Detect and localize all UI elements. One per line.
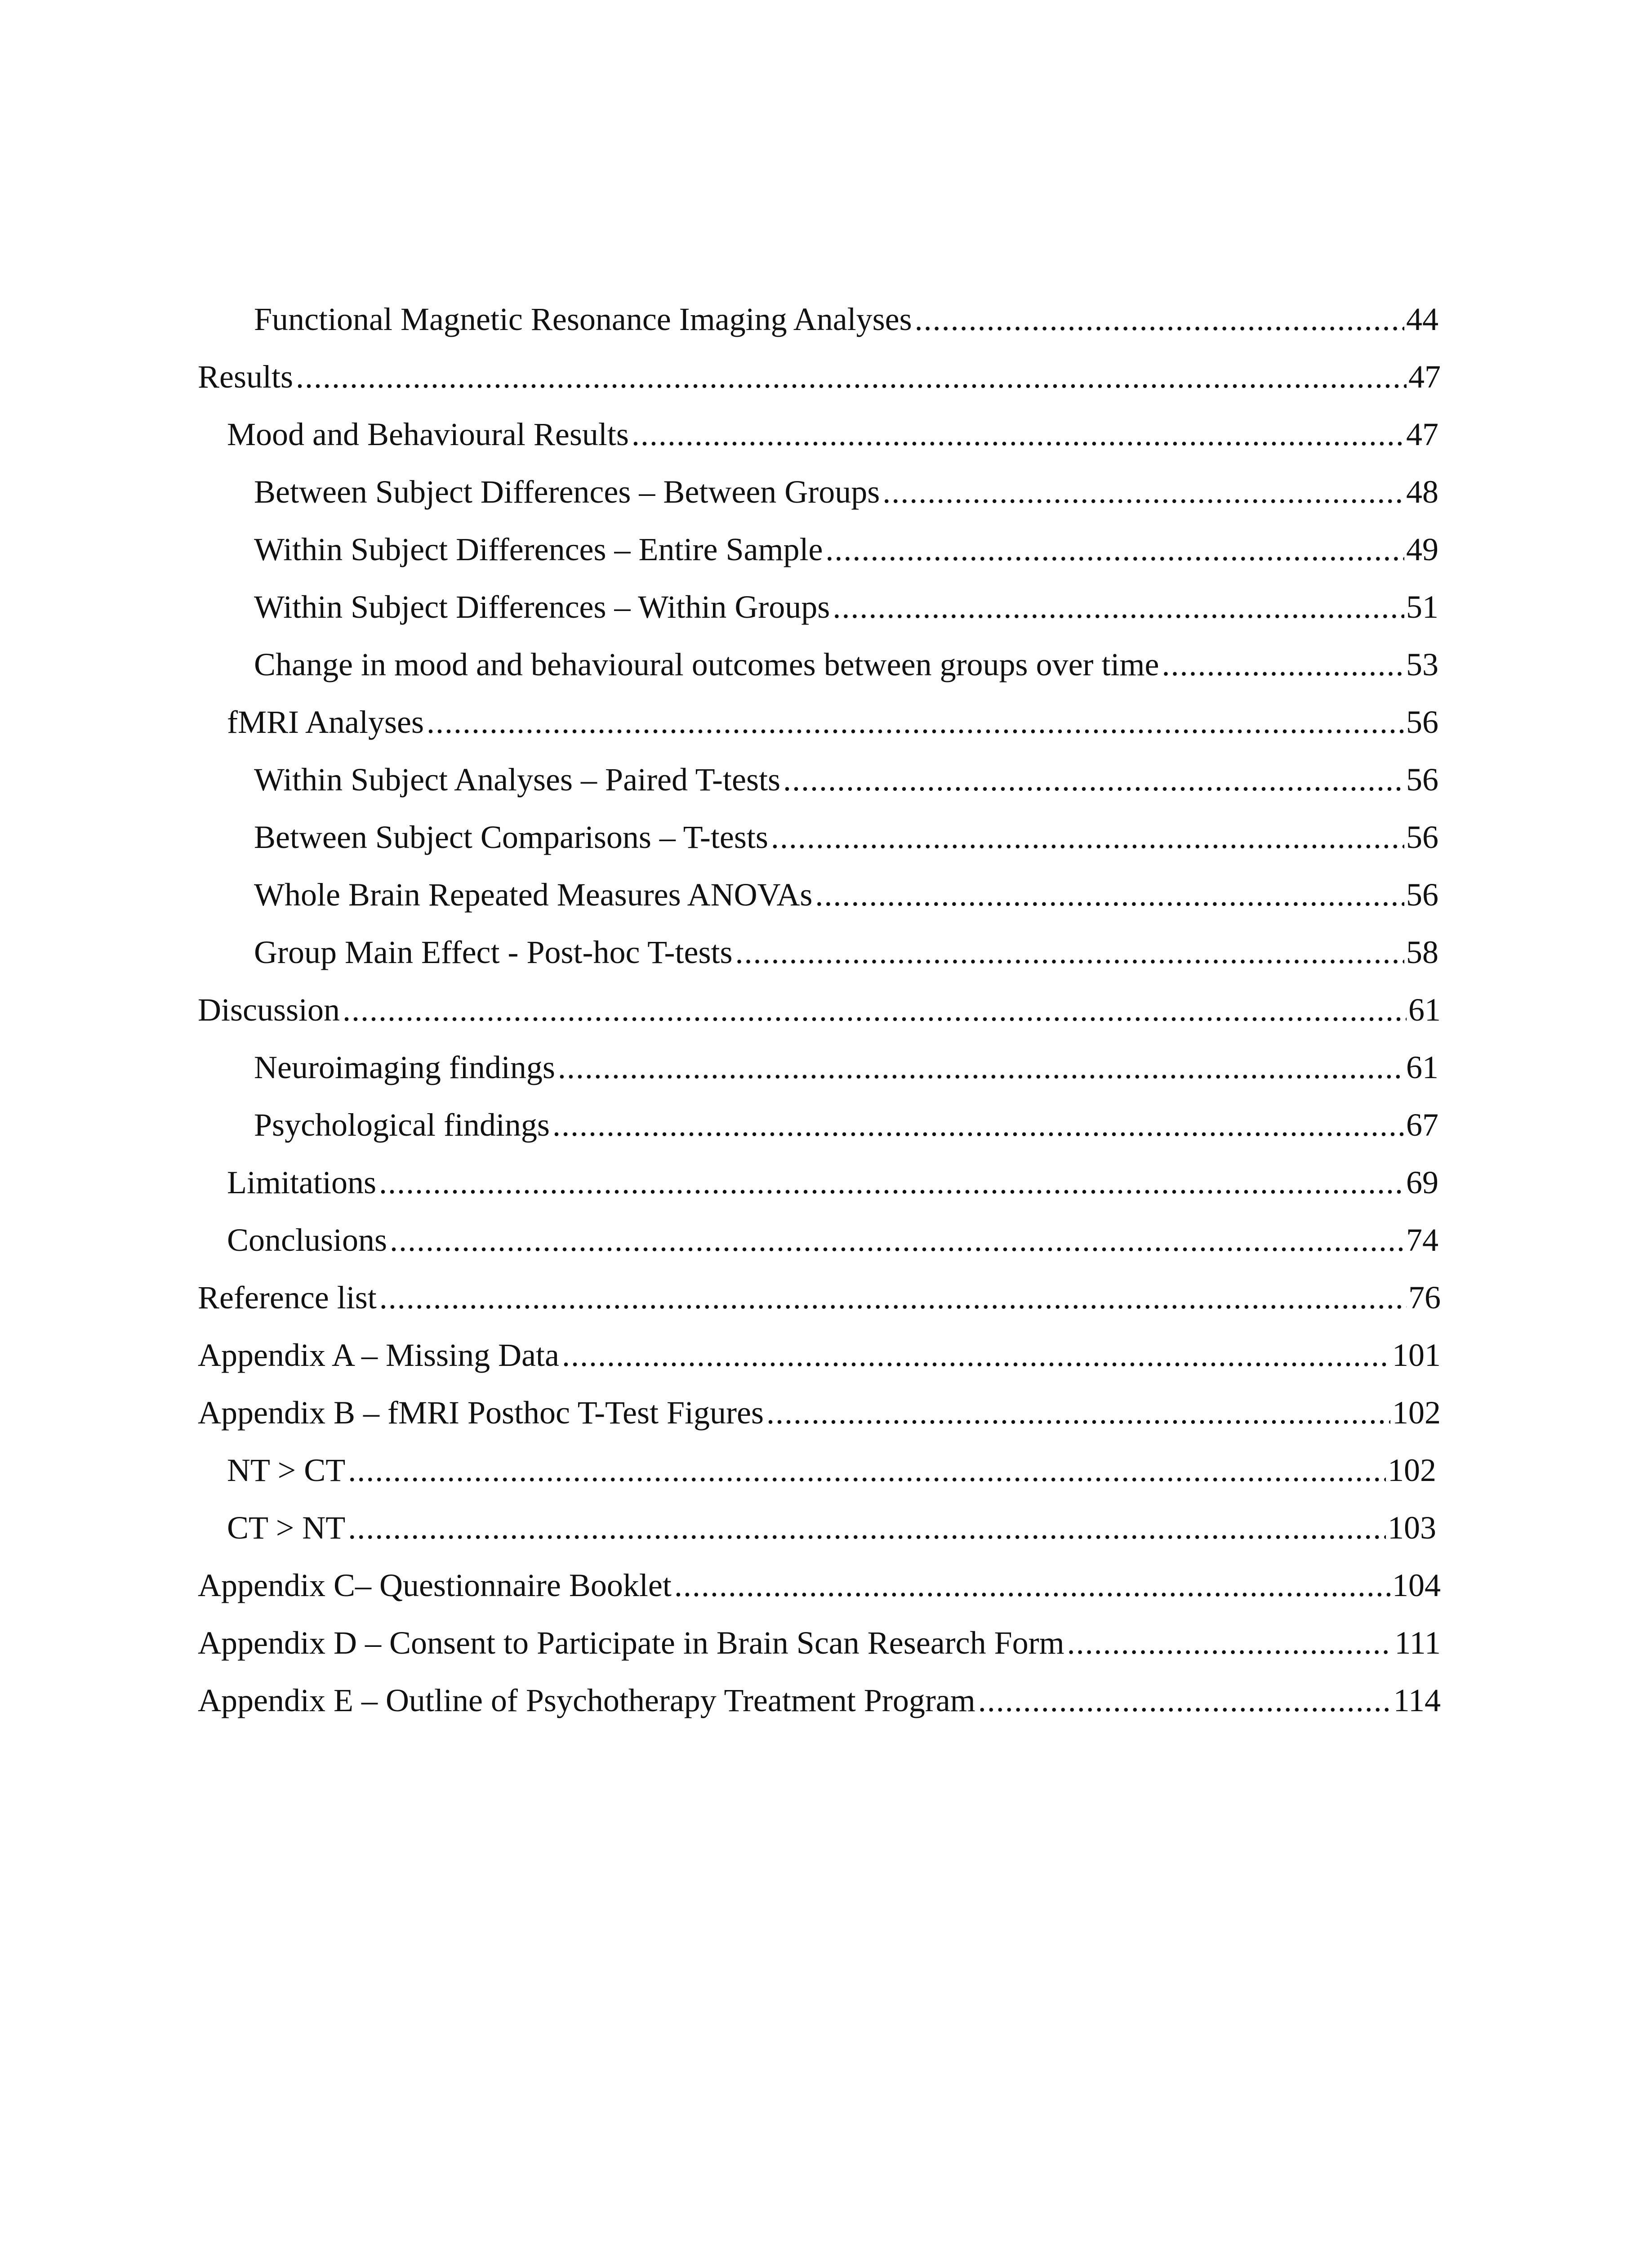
toc-entry-page: 56 [1406,819,1438,855]
toc-entry[interactable] [227,1218,1438,1262]
toc-leader-dots [379,1275,1407,1320]
toc-entry-title: Appendix C– Questionnaire Booklet [198,1567,672,1603]
toc-entry[interactable] [198,1678,1441,1723]
toc-leader-dots [632,412,1404,457]
toc-leader-dots [348,1448,1386,1493]
toc-leader-dots [427,700,1404,745]
toc-leader-dots [825,527,1404,572]
toc-leader-dots [343,987,1407,1032]
toc-entry-title: Appendix B – fMRI Posthoc T-Test Figures [198,1395,764,1431]
toc-entry-page: 56 [1406,704,1438,740]
toc-entry-title: Within Subject Analyses – Paired T-tests [254,762,781,798]
toc-entry[interactable] [198,1620,1441,1665]
toc-entry-title: NT > CT [227,1452,346,1488]
toc-entry-page: 53 [1406,647,1438,682]
toc-entry-page: 61 [1406,1049,1438,1085]
toc-entry-page: 61 [1408,992,1441,1028]
toc-entry[interactable] [227,1505,1436,1550]
toc-leader-dots [379,1160,1404,1205]
toc-entry-title: Psychological findings [254,1107,550,1143]
toc-entry-title: Mood and Behavioural Results [227,416,629,452]
toc-entry[interactable] [254,1102,1438,1147]
toc-entry[interactable] [227,1160,1438,1205]
toc-leader-dots [674,1563,1390,1608]
toc-leader-dots [783,757,1404,802]
toc-entry-page: 76 [1408,1280,1441,1316]
toc-entry-title: Discussion [198,992,340,1028]
toc-entry-title: Appendix E – Outline of Psychotherapy Treatment Program [198,1682,975,1718]
toc-leader-dots [558,1045,1404,1090]
toc-entry-title: Neuroimaging findings [254,1049,555,1085]
toc-leader-dots [882,469,1404,514]
toc-entry-title: CT > NT [227,1510,346,1546]
toc-leader-dots [552,1102,1404,1147]
toc-leader-dots [562,1333,1390,1378]
toc-entry[interactable] [198,1275,1441,1320]
toc-entry[interactable] [227,700,1438,745]
toc-entry[interactable] [254,1045,1438,1090]
toc-entry-page: 74 [1406,1222,1438,1258]
toc-entry[interactable] [198,1333,1441,1378]
toc-entry-page: 48 [1406,474,1438,510]
toc-entry-page: 47 [1406,416,1438,452]
toc-leader-dots [815,872,1404,917]
toc-leader-dots [978,1678,1392,1723]
toc-entry-page: 102 [1392,1395,1441,1431]
toc-leader-dots [296,354,1407,399]
toc-entry[interactable] [198,1563,1441,1608]
toc-entry[interactable] [227,1448,1436,1493]
toc-entry[interactable] [198,1390,1441,1435]
toc-entry-title: Conclusions [227,1222,387,1258]
toc-entry[interactable] [254,930,1438,975]
toc-leader-dots [771,815,1404,860]
toc-leader-dots [1162,642,1404,687]
toc-entry[interactable] [254,872,1438,917]
toc-entry[interactable] [254,297,1438,342]
toc-leader-dots [735,930,1404,975]
toc-leader-dots [833,584,1404,629]
toc-entry-page: 102 [1388,1452,1436,1488]
toc-entry-title: Between Subject Differences – Between Groups [254,474,880,510]
toc-leader-dots [390,1218,1404,1262]
toc-entry[interactable] [254,642,1438,687]
toc-entry-page: 44 [1406,301,1438,337]
toc-entry-page: 58 [1406,934,1438,970]
toc-leader-dots [766,1390,1390,1435]
toc-entry-page: 101 [1392,1337,1441,1373]
toc-entry-page: 114 [1393,1682,1441,1718]
toc-entry-title: Appendix A – Missing Data [198,1337,559,1373]
toc-entry-title: Within Subject Differences – Within Groups [254,589,830,625]
toc-leader-dots [348,1505,1386,1550]
toc-entry-title: Appendix D – Consent to Participate in Brain Scan Research Form [198,1625,1064,1661]
toc-entry-title: Limitations [227,1164,376,1200]
toc-leader-dots [915,297,1404,342]
toc-entry[interactable] [254,757,1438,802]
toc-entry[interactable] [254,584,1438,629]
toc-entry-title: Within Subject Differences – Entire Sample [254,531,823,567]
toc-entry-title: Reference list [198,1280,377,1316]
toc-entry-page: 67 [1406,1107,1438,1143]
toc-entry-page: 103 [1388,1510,1436,1546]
toc-entry-page: 56 [1406,877,1438,913]
toc-entry-page: 104 [1392,1567,1441,1603]
toc-entry-title: Group Main Effect - Post-hoc T-tests [254,934,733,970]
toc-entry-page: 51 [1406,589,1438,625]
toc-leader-dots [1067,1620,1393,1665]
toc-entry-title: Between Subject Comparisons – T-tests [254,819,768,855]
toc-entry-page: 56 [1406,762,1438,798]
toc-entry[interactable] [227,412,1438,457]
toc-entry-title: fMRI Analyses [227,704,424,740]
toc-entry-page: 111 [1394,1625,1441,1661]
toc-entry-title: Change in mood and behavioural outcomes between groups over time [254,647,1159,682]
toc-entry-title: Results [198,359,294,395]
toc-entry[interactable] [198,987,1441,1032]
toc-entry-page: 69 [1406,1164,1438,1200]
toc-entry[interactable] [254,527,1438,572]
toc-entry[interactable] [198,354,1441,399]
toc-entry-title: Functional Magnetic Resonance Imaging Analyses [254,301,912,337]
toc-entry[interactable] [254,815,1438,860]
toc-entry[interactable] [254,469,1438,514]
toc-entry-page: 47 [1408,359,1441,395]
toc-entry-page: 49 [1406,531,1438,567]
toc-entry-title: Whole Brain Repeated Measures ANOVAs [254,877,813,913]
